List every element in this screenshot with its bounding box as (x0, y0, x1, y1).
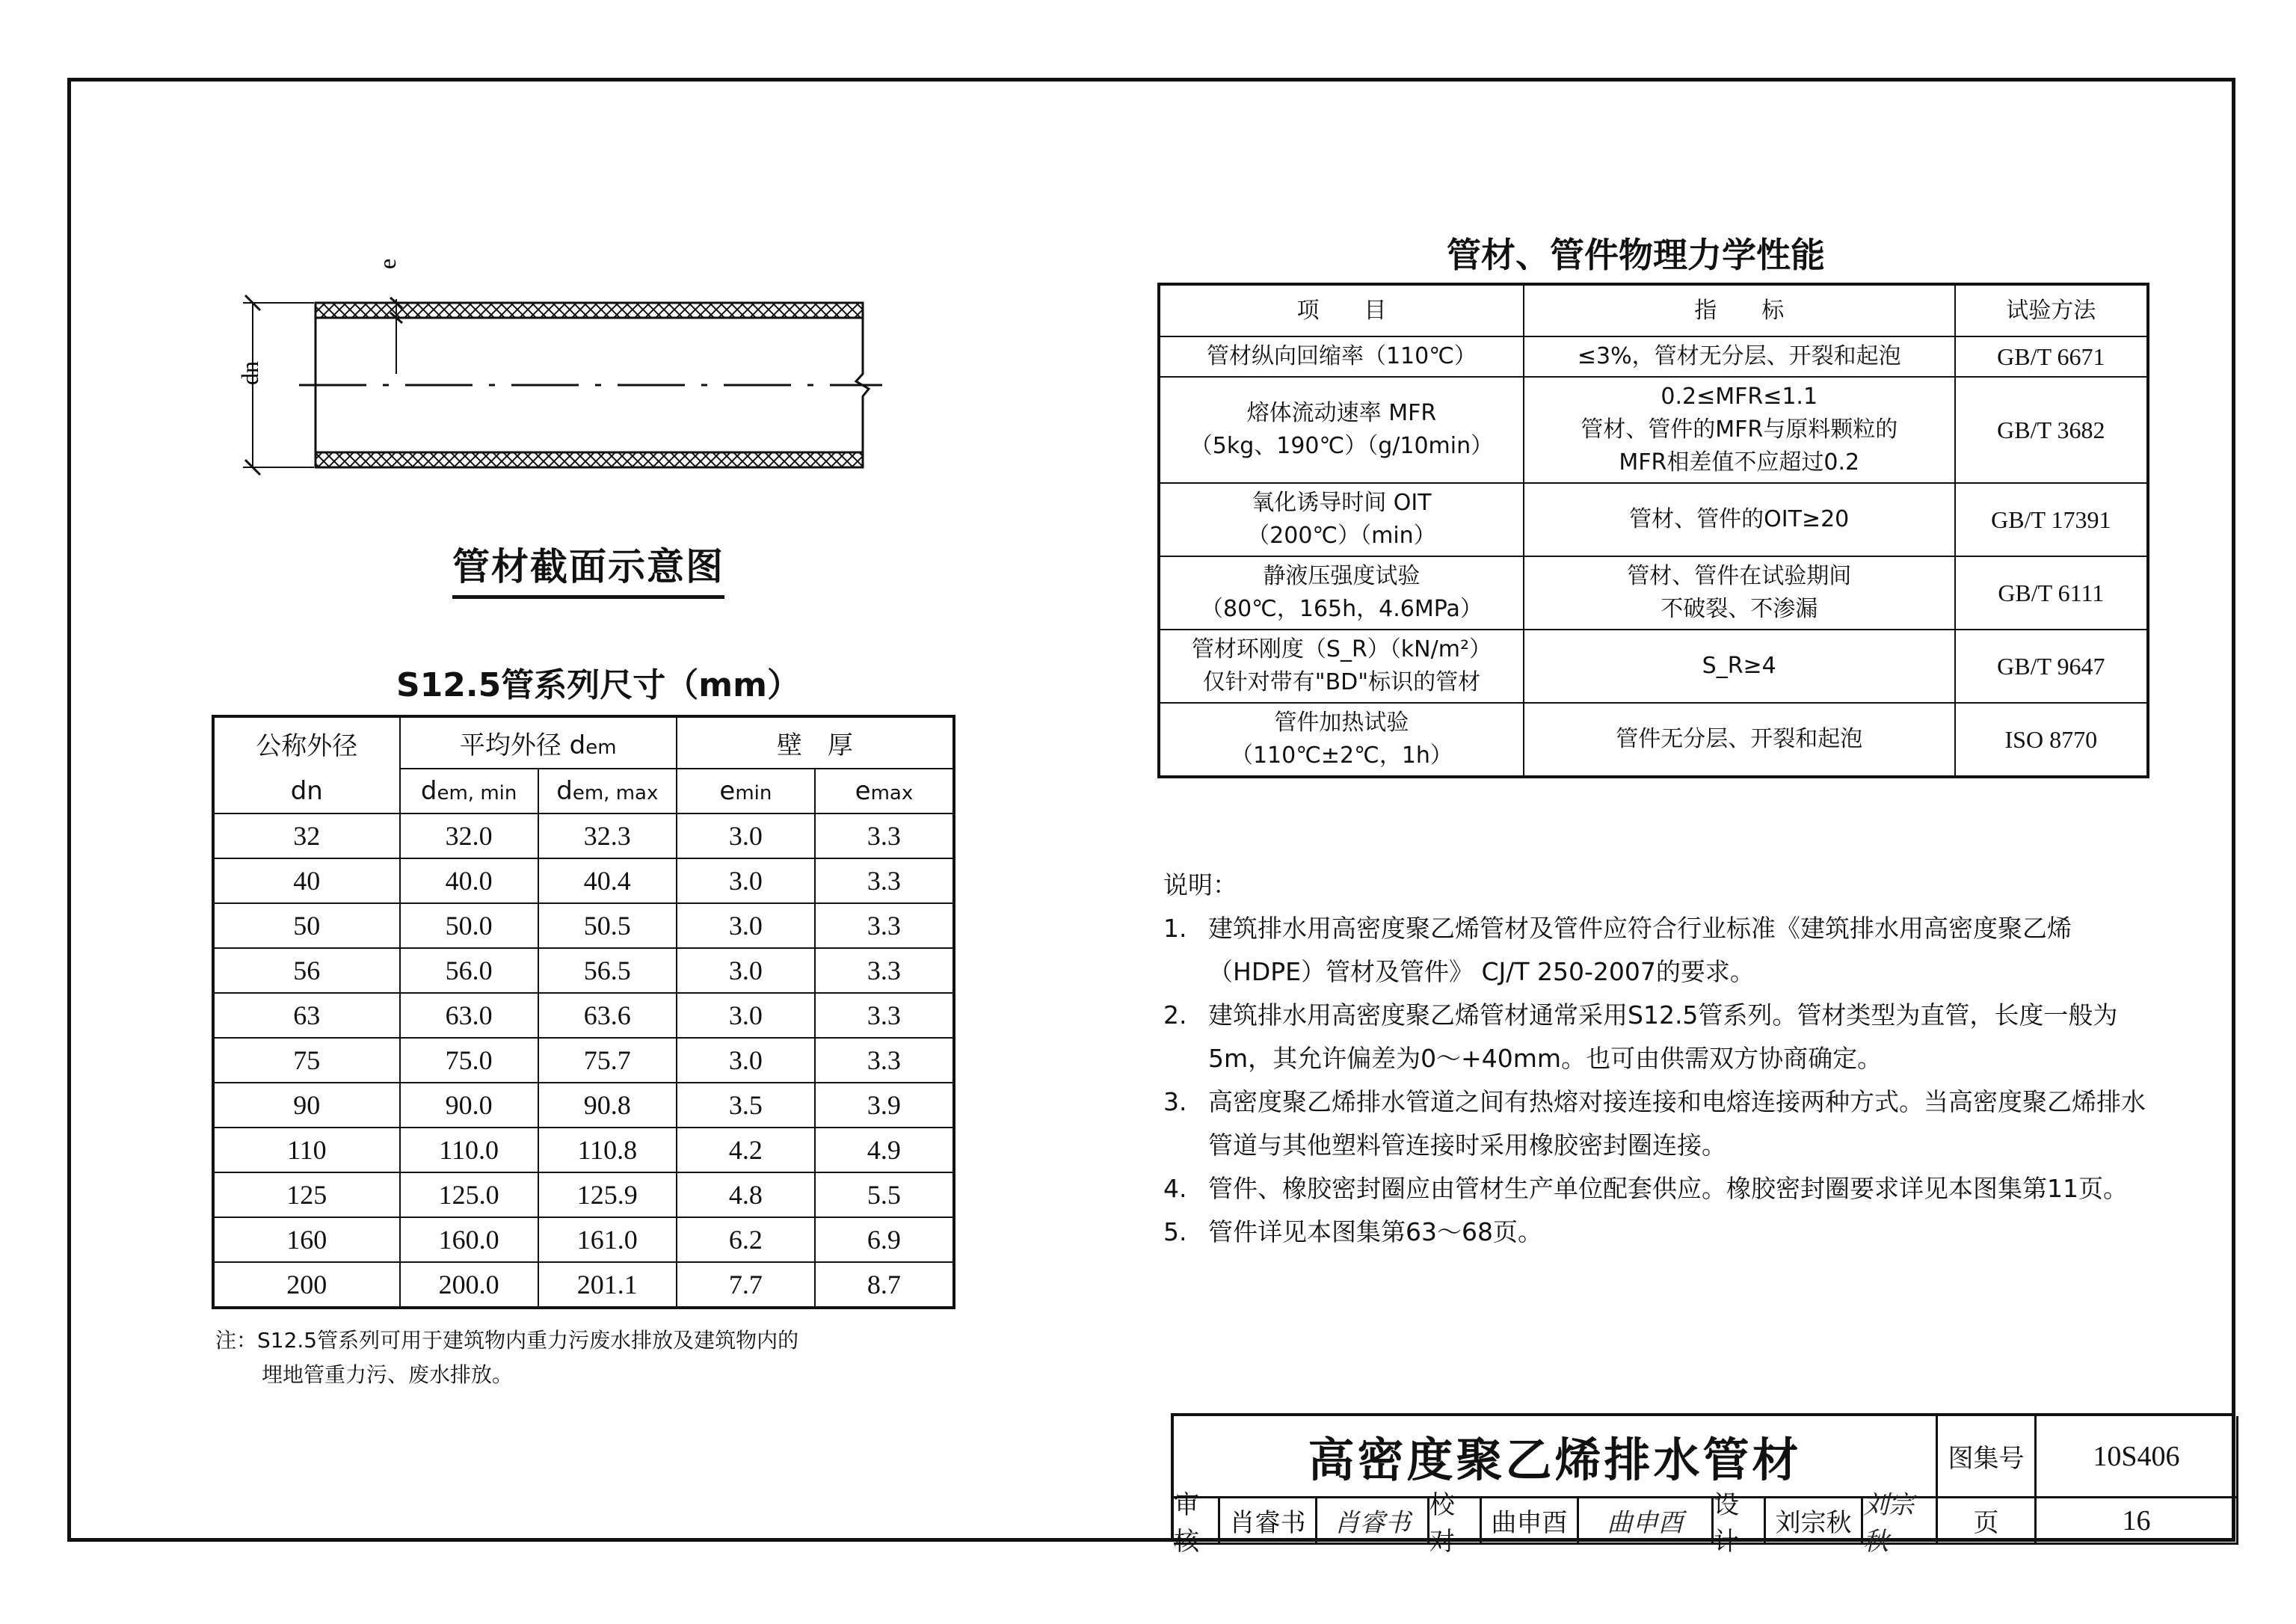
table-row (213, 1217, 954, 1262)
prop-method: ISO 8770 (1955, 703, 2148, 777)
note-item (1163, 907, 2150, 994)
size-table-title: S12.5管系列尺寸（mm） (396, 666, 800, 704)
header-mean-od: 平均外径 dem (400, 716, 677, 769)
table-cell: 50 (213, 903, 400, 948)
prop-method: GB/T 6671 (1955, 336, 2148, 377)
table-cell: 4.2 (677, 1128, 815, 1172)
table-cell: 3.0 (677, 1038, 815, 1083)
size-table (212, 715, 955, 1309)
prop-item-line: （110℃±2℃，1h） (1230, 742, 1453, 769)
size-note-line2: 埋地管重力污、废水排放。 (262, 1362, 514, 1387)
note-number: 1. (1163, 914, 1187, 943)
table-cell: 3.0 (677, 903, 815, 948)
table-row (213, 948, 954, 993)
table-cell: 4.9 (815, 1128, 954, 1172)
table-cell: 75.0 (400, 1038, 538, 1083)
prop-item (1159, 630, 1524, 703)
table-row (1159, 483, 2148, 556)
prop-index-line: 不破裂、不渗漏 (1661, 596, 1818, 622)
notes-heading: 说明： (1163, 870, 1237, 899)
table-row (213, 858, 954, 903)
header-nominal: 公称外径 (213, 716, 400, 769)
note-text: 管件、橡胶密封圈应由管材生产单位配套供应。橡胶密封圈要求详见本图集第11页。 (1208, 1174, 2128, 1203)
table-row (1159, 556, 2148, 630)
prop-item (1159, 336, 1524, 377)
prop-item-line: 管材纵向回缩率（110℃） (1206, 343, 1477, 369)
table-cell: 3.0 (677, 813, 815, 858)
table-row (1159, 336, 2148, 377)
table-cell: 75 (213, 1038, 400, 1083)
size-note-line1: 注：S12.5管系列可用于建筑物内重力污废水排放及建筑物内的 (215, 1328, 799, 1353)
header-nominal-sub: dn (213, 769, 400, 813)
table-cell: 56.0 (400, 948, 538, 993)
designer-name: 刘宗秋 (1766, 1498, 1863, 1545)
table-cell: 160.0 (400, 1217, 538, 1262)
check-label: 校对 (1429, 1498, 1482, 1545)
table-row (213, 1262, 954, 1308)
table-cell: 125.9 (538, 1172, 677, 1217)
prop-item-line: 仅针对带有"BD"标识的管材 (1202, 669, 1481, 695)
table-cell: 3.3 (815, 858, 954, 903)
table-cell: 201.1 (538, 1262, 677, 1308)
table-cell: 40.4 (538, 858, 677, 903)
prop-item-line: （200℃）（min） (1247, 523, 1436, 549)
prop-index-line: MFR相差值不应超过0.2 (1619, 449, 1860, 476)
table-cell: 3.3 (815, 993, 954, 1038)
table-row (213, 903, 954, 948)
table-row (1159, 630, 2148, 703)
checker-signature: 曲申酉 (1579, 1498, 1714, 1545)
header-emin: emin (677, 769, 815, 813)
prop-item-line: 熔体流动速率 MFR (1246, 400, 1437, 426)
header-dmin: dem, min (400, 769, 538, 813)
drawing-title: 高密度聚乙烯排水管材 (1174, 1416, 1938, 1498)
prop-header-index: 指 标 (1524, 284, 1955, 336)
table-cell: 125 (213, 1172, 400, 1217)
review-label: 审核 (1174, 1498, 1220, 1545)
table-cell: 3.0 (677, 948, 815, 993)
diagram-title: 管材截面示意图 (452, 537, 724, 599)
table-cell: 200 (213, 1262, 400, 1308)
table-cell: 75.7 (538, 1038, 677, 1083)
note-text: 建筑排水用高密度聚乙烯管材通常采用S12.5管系列。管材类型为直管，长度一般为5m，其允许偏差为0～+40mm。也可由供需双方协商确定。 (1208, 1000, 2118, 1073)
e-label: e (374, 258, 401, 269)
header-wall: 壁 厚 (677, 716, 954, 769)
table-cell: 90.0 (400, 1083, 538, 1128)
table-cell: 7.7 (677, 1262, 815, 1308)
table-cell: 6.2 (677, 1217, 815, 1262)
prop-item-line: （80℃，165h，4.6MPa） (1201, 596, 1483, 622)
table-cell: 50.0 (400, 903, 538, 948)
prop-header-item: 项 目 (1159, 284, 1524, 336)
table-cell: 56.5 (538, 948, 677, 993)
notes (1163, 864, 2150, 1254)
table-cell: 160 (213, 1217, 400, 1262)
note-item (1163, 1167, 2150, 1211)
pipe-section-diagram (224, 247, 897, 493)
prop-index (1524, 336, 1955, 377)
table-cell: 32 (213, 813, 400, 858)
reviewer-signature: 肖睿书 (1317, 1498, 1429, 1545)
table-cell: 8.7 (815, 1262, 954, 1308)
table-cell: 5.5 (815, 1172, 954, 1217)
table-cell: 6.9 (815, 1217, 954, 1262)
prop-header-method: 试验方法 (1955, 284, 2148, 336)
table-cell: 50.5 (538, 903, 677, 948)
table-row (213, 813, 954, 858)
atlas-number: 10S406 (2037, 1416, 2238, 1498)
table-row (1159, 377, 2148, 483)
prop-item-line: 管件加热试验 (1274, 710, 1409, 736)
table-cell: 3.0 (677, 993, 815, 1038)
prop-item (1159, 556, 1524, 630)
prop-index (1524, 377, 1955, 483)
table-cell: 110 (213, 1128, 400, 1172)
size-table-note (215, 1323, 955, 1392)
prop-method: GB/T 3682 (1955, 377, 2148, 483)
page-number: 16 (2037, 1498, 2238, 1545)
prop-index-line: 管件无分层、开裂和起泡 (1616, 726, 1863, 752)
note-item (1163, 1211, 2150, 1254)
header-emax: emax (815, 769, 954, 813)
table-cell: 3.3 (815, 813, 954, 858)
table-row (213, 1083, 954, 1128)
table-row (213, 1128, 954, 1172)
table-cell: 161.0 (538, 1217, 677, 1262)
checker-name: 曲申酉 (1482, 1498, 1579, 1545)
prop-method: GB/T 6111 (1955, 556, 2148, 630)
header-dmax: dem, max (538, 769, 677, 813)
note-text: 管件详见本图集第63～68页。 (1208, 1217, 1542, 1246)
designer-signature: 刘宗秋 (1863, 1498, 1938, 1545)
properties-title: 管材、管件物理力学性能 (1447, 235, 1825, 275)
table-cell: 3.3 (815, 903, 954, 948)
table-cell: 110.0 (400, 1128, 538, 1172)
prop-index-line: 管材、管件的MFR与原料颗粒的 (1581, 416, 1898, 443)
table-cell: 32.3 (538, 813, 677, 858)
table-cell: 90.8 (538, 1083, 677, 1128)
prop-index-line: S_R≥4 (1702, 653, 1776, 679)
table-cell: 3.0 (677, 858, 815, 903)
table-cell: 32.0 (400, 813, 538, 858)
reviewer-name: 肖睿书 (1220, 1498, 1317, 1545)
note-text: 建筑排水用高密度聚乙烯管材及管件应符合行业标准《建筑排水用高密度聚乙烯（HDPE）管材及管件》 CJ/T 250-2007的要求。 (1208, 914, 2072, 986)
table-cell: 40.0 (400, 858, 538, 903)
table-cell: 63.6 (538, 993, 677, 1038)
table-cell: 63.0 (400, 993, 538, 1038)
table-cell: 56 (213, 948, 400, 993)
table-cell: 90 (213, 1083, 400, 1128)
prop-index-line: 管材、管件在试验期间 (1627, 563, 1852, 589)
properties-table (1157, 283, 2149, 778)
table-cell: 3.9 (815, 1083, 954, 1128)
table-cell: 63 (213, 993, 400, 1038)
note-item (1163, 994, 2150, 1080)
note-text: 高密度聚乙烯排水管道之间有热熔对接连接和电熔连接两种方式。当高密度聚乙烯排水管道与其他塑料管连接时采用橡胶密封圈连接。 (1208, 1087, 2146, 1160)
prop-item-line: 静液压强度试验 (1263, 563, 1421, 589)
prop-item-line: （5kg、190℃）（g/10min） (1189, 433, 1494, 459)
prop-index (1524, 703, 1955, 777)
table-row (213, 1172, 954, 1217)
note-number: 4. (1163, 1174, 1187, 1203)
table-cell: 200.0 (400, 1262, 538, 1308)
table-cell: 3.3 (815, 1038, 954, 1083)
prop-method: GB/T 17391 (1955, 483, 2148, 556)
prop-item-line: 氧化诱导时间 OIT (1252, 490, 1432, 516)
prop-index (1524, 630, 1955, 703)
table-cell: 40 (213, 858, 400, 903)
prop-index (1524, 556, 1955, 630)
prop-item (1159, 377, 1524, 483)
design-label: 设计 (1714, 1498, 1766, 1545)
table-row (1159, 703, 2148, 777)
table-cell: 110.8 (538, 1128, 677, 1172)
prop-method: GB/T 9647 (1955, 630, 2148, 703)
atlas-label: 图集号 (1938, 1416, 2037, 1498)
page-label: 页 (1938, 1498, 2037, 1545)
dn-label: dn (236, 361, 263, 385)
prop-index-line: ≤3%，管材无分层、开裂和起泡 (1577, 343, 1901, 369)
table-row (213, 993, 954, 1038)
prop-index-line: 0.2≤MFR≤1.1 (1661, 384, 1818, 410)
title-block (1171, 1413, 2235, 1557)
prop-item (1159, 483, 1524, 556)
table-row (213, 1038, 954, 1083)
note-item (1163, 1080, 2150, 1167)
note-number: 3. (1163, 1087, 1187, 1116)
table-cell: 3.3 (815, 948, 954, 993)
prop-item (1159, 703, 1524, 777)
prop-index (1524, 483, 1955, 556)
note-number: 5. (1163, 1217, 1187, 1246)
prop-index-line: 管材、管件的OIT≥20 (1629, 506, 1850, 532)
table-cell: 3.5 (677, 1083, 815, 1128)
prop-item-line: 管材环刚度（S_R）（kN/m²） (1191, 636, 1492, 662)
pipe-bottom-wall (316, 452, 863, 467)
note-number: 2. (1163, 1000, 1187, 1030)
table-cell: 4.8 (677, 1172, 815, 1217)
table-cell: 125.0 (400, 1172, 538, 1217)
